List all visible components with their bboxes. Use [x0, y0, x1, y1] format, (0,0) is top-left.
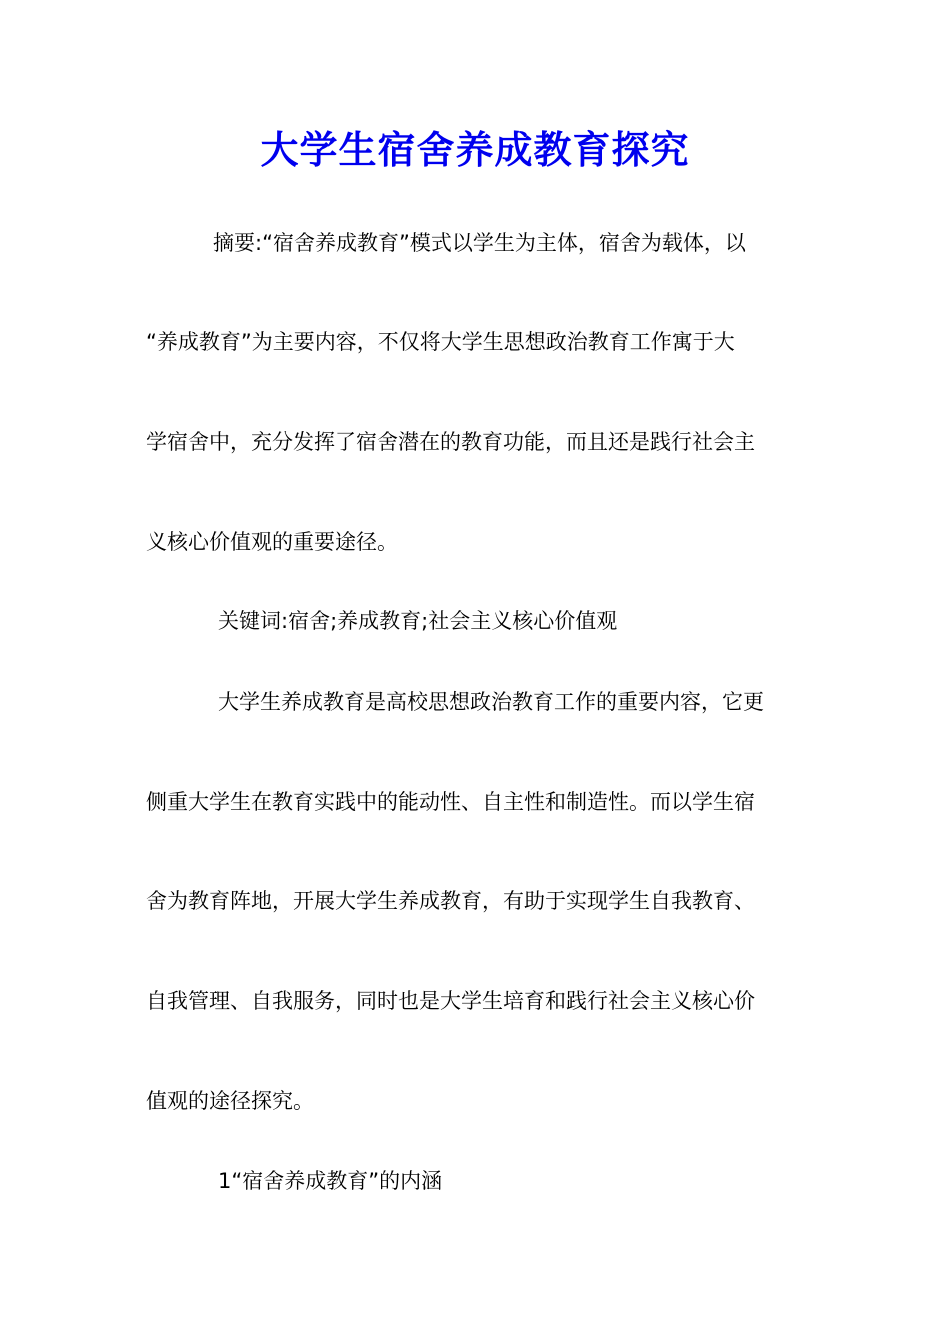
keywords-line: 关键词:宿舍;养成教育;社会主义核心价值观 [218, 609, 618, 633]
abstract-line: 学宿舍中，充分发挥了宿舍潜在的教育功能，而且还是践行社会主 [146, 430, 755, 454]
body-line: 侧重大学生在教育实践中的能动性、自主性和制造性。而以学生宿 [146, 790, 755, 814]
body-line: 大学生养成教育是高校思想政治教育工作的重要内容，它更 [218, 690, 764, 714]
body-line: 值观的途径探究。 [146, 1089, 314, 1113]
body-line: 舍为教育阵地，开展大学生养成教育，有助于实现学生自我教育、 [146, 889, 755, 913]
abstract-line: 摘要:“宿舍养成教育”模式以学生为主体，宿舍为载体，以 [213, 231, 746, 255]
section-heading: 1“宿舍养成教育”的内涵 [218, 1169, 443, 1193]
abstract-line: “养成教育”为主要内容，不仅将大学生思想政治教育工作寓于大 [146, 330, 735, 354]
document-title: 大学生宿舍养成教育探究 [260, 128, 690, 172]
abstract-line: 义核心价值观的重要途径。 [146, 530, 398, 554]
body-line: 自我管理、自我服务，同时也是大学生培育和践行社会主义核心价 [146, 989, 755, 1013]
